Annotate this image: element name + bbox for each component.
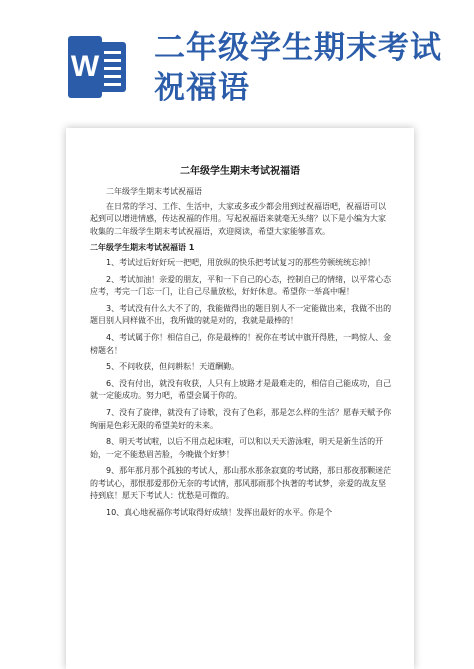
banner-title: 二年级学生期末考试祝福语 [154, 30, 442, 106]
list-item: 3、考试没有什么大不了的，我能做得出的题目别人不一定能做出来，我做不出的题目别人同样做不出，我所做的就是对的，我就是最棒的！ [90, 303, 392, 326]
document-title: 二年级学生期末考试祝福语 [180, 166, 300, 177]
section-title: 二年级学生期末考试祝福语 1 [90, 243, 195, 253]
list-item: 4、考试属于你！相信自己，你是最棒的！祝你在考试中旗开得胜，一鸣惊人、金榜题名！ [90, 332, 392, 355]
document-intro: 在日常的学习、工作、生活中，大家或多或少都会用到过祝福语吧，祝福语可以起到可以增进情感，传达祝福的作用。写起祝福语来就毫无头绪？以下是小编为大家收集的二年级学生期末考试祝福语，欢迎阅读，希望大家能够喜欢。 [90, 201, 386, 236]
list-item: 8、明天考试啦，以后不用点起床啦，可以和以天天游泳啦，明天是新生活的开始，一定不能愁眉苦脸，今晚做个好梦！ [90, 437, 384, 459]
word-document-icon [68, 36, 128, 98]
list-item: 10、真心地祝福你考试取得好成绩！发挥出最好的水平。你是个 [106, 508, 333, 518]
document-body [90, 186, 392, 524]
list-item: 1、考试过后好好玩一把吧，用放纵的快乐把考试复习的那些劳顿统统忘掉！ [106, 257, 376, 267]
banner [0, 0, 474, 120]
list-item: 6、没有付出，就没有收获，人只有上坡路才是最难走的，相信自己能成功，自己就一定能成功。努力吧，希望会属于你的。 [90, 378, 392, 401]
list-item: 9、那年那月那个孤独的考试人，那山那水那条寂寞的考试路，那日那夜那颗迷茫的考试心，那恨那爱那份无奈的考试情，那风那雨那个执著的考试梦，亲爱的战友坚持到底！愿天下考试人：忧愁是可微的。 [90, 466, 392, 501]
list-item: 2、考试加油！亲爱的朋友，平和一下自己的心态，控制自己的情绪，以平常心态应考，考完一门忘一门，让自己尽量放松，好好休息。希望你一举高中喔！ [90, 274, 392, 297]
list-item: 7、没有了旋律，就没有了诗歌，没有了色彩，那是怎么样的生活？愿春天赋予你绚丽是色彩无限的希望美好的未来。 [90, 407, 392, 430]
word-logo-letter: W [68, 36, 102, 98]
document-subtitle: 二年级学生期末考试祝福语 [106, 187, 202, 196]
list-item: 5、不问收获，但问耕耘！天道酬勤。 [106, 362, 240, 372]
document-page [66, 128, 414, 669]
